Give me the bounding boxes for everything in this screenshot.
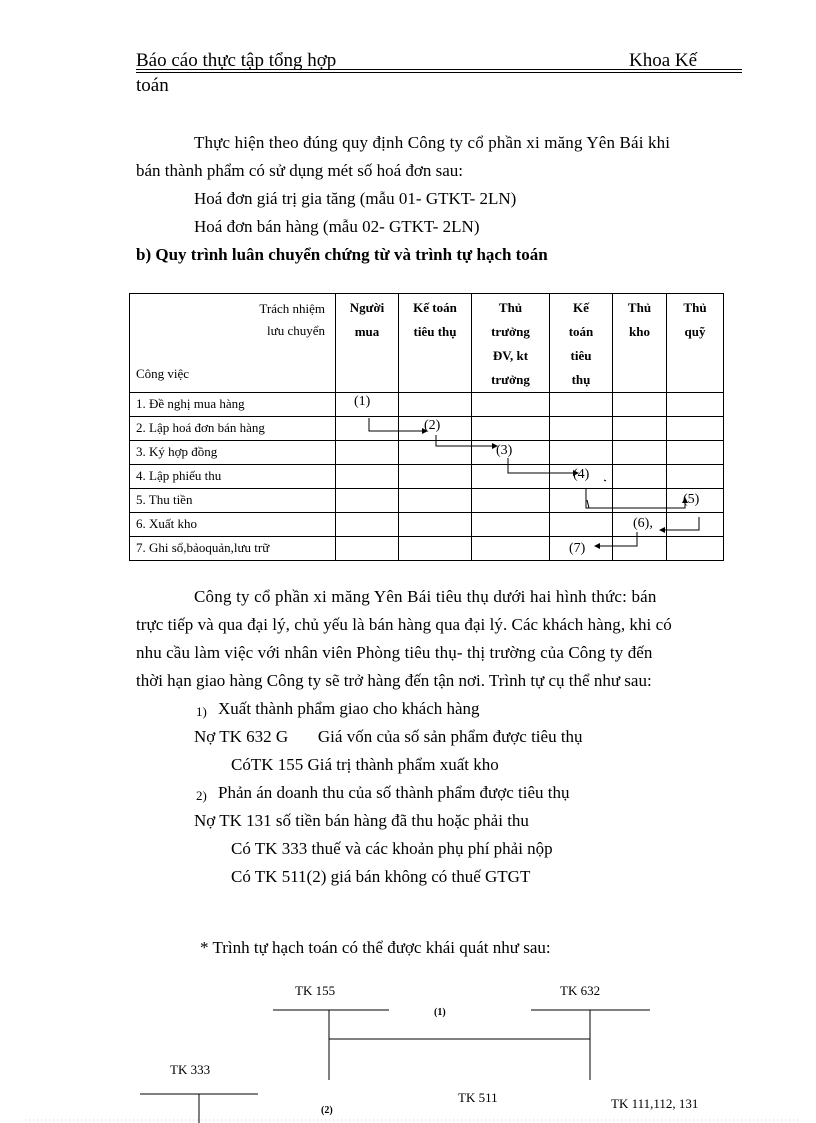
entry-label-2: (2) <box>321 1105 333 1116</box>
step-2-debit: Nợ TK 131 số tiền bán hàng đã thu hoặc phải thu <box>194 811 529 830</box>
col-director: Thủ trưởng ĐV, kt trưởng <box>472 294 550 393</box>
invoice-item-2: Hoá đơn bán hàng (mẫu 02- GTKT- 2LN) <box>194 217 480 236</box>
col-accountant: Kế toán tiêu thụ <box>550 294 613 393</box>
t-account-diagram <box>0 990 816 1123</box>
col-cashier: Thủ quỹ <box>667 294 724 393</box>
corner-top-1: Trách nhiệm <box>259 301 325 316</box>
flow-mark-5: (5) <box>683 492 700 507</box>
flow-mark-1: (1) <box>354 394 371 409</box>
step-2-number: 2) <box>196 788 207 803</box>
intro-line-1: Thực hiện theo đúng quy định Công ty cổ phần xi măng Yên Bái khi <box>194 133 671 152</box>
col-buyer: Người mua <box>336 294 399 393</box>
flow-mark-7: (7) <box>569 541 586 556</box>
step-1-debit: Nợ TK 632 G Giá vốn của số sản phẩm được tiêu thụ <box>194 727 583 746</box>
account-tk111-112-131: TK 111,112, 131 <box>611 1096 699 1111</box>
task-row: 6. Xuất kho <box>130 513 336 537</box>
arrow-5-6 <box>660 517 699 530</box>
task-row: 5. Thu tiền <box>130 489 336 513</box>
para2-line-1: Công ty cổ phần xi măng Yên Bái tiêu thụ dưới hai hình thức: bán <box>194 587 657 606</box>
flow-mark-4: (4) <box>573 467 590 482</box>
step-1-credit: CóTK 155 Giá trị thành phẩm xuất kho <box>231 755 499 774</box>
corner-bottom: Công việc <box>136 366 190 381</box>
task-row: 2. Lập hoá đơn bán hàng <box>130 417 336 441</box>
account-tk333: TK 333 <box>170 1062 211 1077</box>
intro-line-2: bán thành phẩm có sử dụng mét số hoá đơn sau: <box>136 161 463 180</box>
flow-mark-2: (2) <box>424 418 441 433</box>
col-storekeeper: Thủ kho <box>613 294 667 393</box>
step-1-text: Xuất thành phẩm giao cho khách hàng <box>218 699 480 718</box>
arrow-1-2 <box>369 418 427 431</box>
arrow-4-5 <box>586 488 685 508</box>
flow-mark-6: (6), <box>633 516 653 531</box>
header-left: Báo cáo thực tập tổng hợp <box>136 50 337 71</box>
task-row: 1. Đề nghị mua hàng <box>130 393 336 417</box>
entry-label-1: (1) <box>434 1007 446 1018</box>
step-2-credit-1: Có TK 333 thuế và các khoản phụ phí phải nộp <box>231 839 553 858</box>
step-2-credit-2: Có TK 511(2) giá bán không có thuế GTGT <box>231 867 531 886</box>
step-2-text: Phản án doanh thu của số thành phẩm được tiêu thụ <box>218 783 570 802</box>
corner-top-2: lưu chuyển <box>267 323 325 338</box>
para2-line-2: trực tiếp và qua đại lý, chủ yếu là bán hàng qua đại lý. Các khách hàng, khi có <box>136 615 672 634</box>
task-row: 7. Ghi sổ,bảoquản,lưu trữ <box>130 537 336 561</box>
section-b-heading: b) Quy trình luân chuyển chứng từ và trình tự hạch toán <box>136 245 548 264</box>
account-tk511: TK 511 <box>458 1090 498 1105</box>
diagram-title: * Trình tự hạch toán có thể được khái quát như sau: <box>200 938 551 957</box>
invoice-item-1: Hoá đơn giá trị gia tăng (mẫu 01- GTKT- 2LN) <box>194 189 517 208</box>
arrow-2-3 <box>436 435 497 446</box>
para2-line-3: nhu cầu làm việc với nhân viên Phòng tiêu thụ- thị trường của Công ty đến <box>136 643 653 662</box>
header-right: Khoa Kế <box>629 50 698 71</box>
col-sales-accountant: Kế toán tiêu thụ <box>399 294 472 393</box>
flow-mark-3: (3) <box>496 443 513 458</box>
arrow-3-4 <box>508 458 578 473</box>
account-tk632: TK 632 <box>560 983 601 998</box>
header-continuation: toán <box>136 75 169 96</box>
arrow-6-7 <box>595 532 637 546</box>
step-1-number: 1) <box>196 704 207 719</box>
task-row: 4. Lập phiếu thu <box>130 465 336 489</box>
account-tk155: TK 155 <box>295 983 336 998</box>
para2-line-4: thời hạn giao hàng Công ty sẽ trở hàng đến tận nơi. Trình tự cụ thể như sau: <box>136 671 652 690</box>
task-row: 3. Ký hợp đồng <box>130 441 336 465</box>
